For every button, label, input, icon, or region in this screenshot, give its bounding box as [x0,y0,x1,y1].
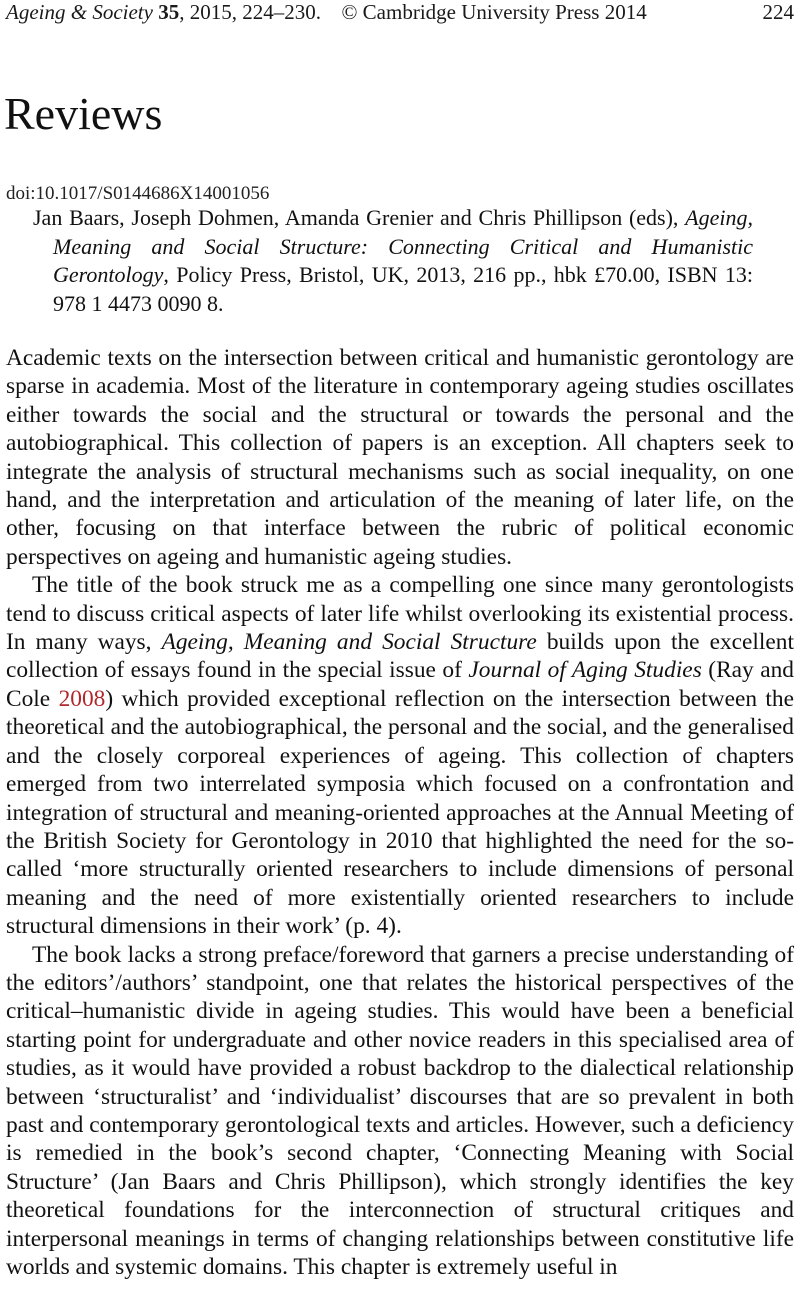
paragraph-1: Academic texts on the intersection between critical and humanistic gerontology are sparse in academia. Most of the literature in contemporary ageing studies oscillates either towards the social and the structural or towards the personal and the autobiographical. This collection of papers is an exception. All chapters seek to integrate the analysis of structural mechanisms such as social inequality, on one hand, and the interpretation and articulation of the meaning of later life, on the other, focusing on that interface between the rubric of political economic perspectives on ageing and humanistic ageing studies. [6,345,794,570]
page-number: 224 [762,0,794,24]
citation-link-2008[interactable]: 2008 [58,685,106,712]
book-publication-details: , Policy Press, Bristol, UK, 2013, 216 pp., hbk £70.00, ISBN 13: 978 1 4473 0090 8. [53,262,753,316]
book-title: Ageing, Meaning and Social Structure: Connecting Critical and Humanistic Gerontology [53,205,753,287]
journal-name: Ageing & Society [6,0,153,24]
issue-citation: , 2015, 224–230. [179,0,321,24]
paragraph-2-text-a: The title of the book struck me as a compelling one since many gerontologists tend to discuss critical aspects of later life whilst overlooking its existential process. In many ways, [6,572,794,656]
paragraph-2-text-c: builds upon the excellent collection of essays found in the special issue of [6,629,794,684]
paragraph-2-text-g: ) which provided exceptional reflection on the intersection between the theoretical and the autobiographical, the personal and the social, and the generalised and the closely corporeal experiences of ageing. This collection of chapters emerged from two interrelated symposia which focused on a confrontation and integration of structural and meaning-oriented approaches at the Annual Meeting of the British Society for Gerontology in 2010 that highlighted the need for the so-called ‘more structurally oriented researchers to include dimensions of personal meaning and the need of more existentially oriented researchers to include structural dimensions in their work’ (p. 4). [6,685,794,940]
paragraph-2-text-e: (Ray and Cole [6,657,795,712]
section-title: Reviews [4,88,163,139]
book-reference [33,204,753,318]
paragraph-3: The book lacks a strong preface/foreword that garners a precise understanding of the editors’/authors’ standpoint, one that relates the historical perspectives of the critical–humanistic divide in ageing studies. This would have been a beneficial starting point for undergraduate and other novice readers in this specialised area of studies, as it would have provided a robust backdrop to the dialectical relationship between ‘structuralist’ and ‘individualist’ discourses that are so prevalent in both past and contemporary gerontological texts and articles. However, such a deficiency is remedied in the book’s second chapter, ‘Connecting Meaning with Social Structure’ (Jan Baars and Chris Phillipson), which strongly identifies the key theoretical foundations for the interconnection of structural critiques and interpersonal meanings in terms of changing relationships between constitutive life worlds and systemic domains. This chapter is extremely useful in [6,941,794,1280]
doi-link[interactable]: doi:10.1017/S0144686X14001056 [6,183,270,204]
journal-title-italic: Journal of Aging Studies [468,657,702,684]
copyright-notice: © Cambridge University Press 2014 [341,0,647,24]
running-head [6,0,794,24]
book-editors: Jan Baars, Joseph Dohmen, Amanda Grenier and Chris Phillipson (eds), [33,205,686,230]
paragraph-2 [6,571,794,940]
book-title-italic: Ageing, Meaning and Social Structure [161,629,537,656]
volume-number: 35 [158,0,180,24]
review-body [6,344,794,1281]
